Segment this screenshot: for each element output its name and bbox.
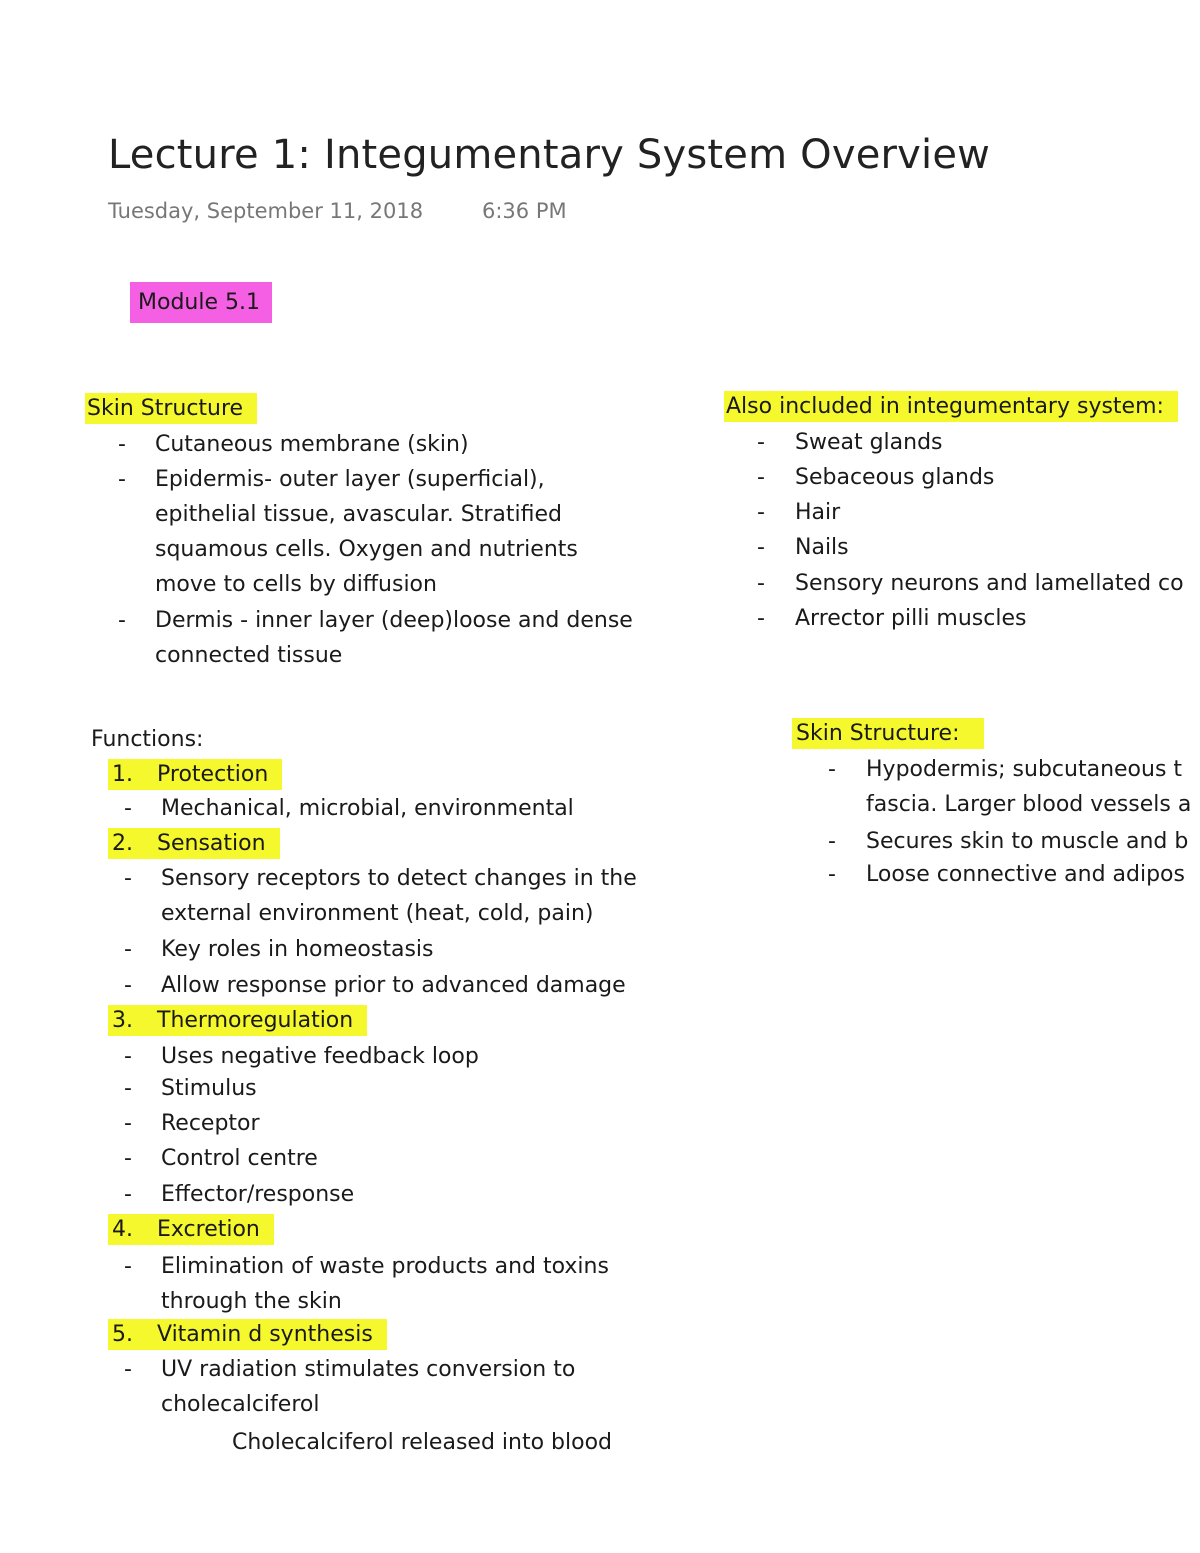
list-item: Cutaneous membrane (skin) bbox=[155, 432, 469, 457]
list-item-continuation: cholecalciferol bbox=[161, 1392, 320, 1417]
function-2-heading: 2. Sensation bbox=[108, 829, 280, 859]
bullet-dash: - bbox=[124, 1076, 132, 1101]
bullet-dash: - bbox=[757, 606, 765, 631]
list-item: Secures skin to muscle and b bbox=[866, 829, 1189, 854]
module-tag bbox=[130, 288, 272, 318]
function-5-heading: 5. Vitamin d synthesis bbox=[108, 1320, 387, 1350]
list-item-continuation: squamous cells. Oxygen and nutrients bbox=[155, 537, 578, 562]
function-1-heading: 1. Protection bbox=[108, 760, 282, 790]
list-item: Key roles in homeostasis bbox=[161, 937, 434, 962]
list-item: Sebaceous glands bbox=[795, 465, 995, 490]
bullet-dash: - bbox=[757, 465, 765, 490]
bullet-dash: - bbox=[124, 973, 132, 998]
bullet-dash: - bbox=[118, 467, 126, 492]
list-item: Sensory receptors to detect changes in the bbox=[161, 866, 637, 891]
list-item: Control centre bbox=[161, 1146, 318, 1171]
page-title: Lecture 1: Integumentary System Overview bbox=[108, 132, 991, 178]
list-item: Elimination of waste products and toxins bbox=[161, 1254, 609, 1279]
bullet-dash: - bbox=[757, 430, 765, 455]
list-item: Effector/response bbox=[161, 1182, 355, 1207]
bullet-dash: - bbox=[124, 1146, 132, 1171]
list-item: UV radiation stimulates conversion to bbox=[161, 1357, 576, 1382]
list-item: Receptor bbox=[161, 1111, 260, 1136]
bullet-dash: - bbox=[124, 866, 132, 891]
note-date: Tuesday, September 11, 2018 bbox=[108, 199, 424, 223]
bullet-dash: - bbox=[118, 432, 126, 457]
list-item-continuation: fascia. Larger blood vessels a bbox=[866, 792, 1192, 817]
list-item: Mechanical, microbial, environmental bbox=[161, 796, 574, 821]
module-tag-label: Module 5.1 bbox=[130, 282, 272, 323]
list-item: Stimulus bbox=[161, 1076, 257, 1101]
list-item: Uses negative feedback loop bbox=[161, 1044, 479, 1069]
list-item: Loose connective and adipos bbox=[866, 862, 1185, 887]
list-item: Dermis - inner layer (deep)loose and dense bbox=[155, 608, 633, 633]
bullet-dash: - bbox=[124, 937, 132, 962]
list-item: Epidermis- outer layer (superficial), bbox=[155, 467, 545, 492]
list-item-continuation: connected tissue bbox=[155, 643, 343, 668]
bullet-dash: - bbox=[757, 500, 765, 525]
bullet-dash: - bbox=[757, 535, 765, 560]
bullet-dash: - bbox=[828, 829, 836, 854]
list-item: Arrector pilli muscles bbox=[795, 606, 1027, 631]
function-3-heading: 3. Thermoregulation bbox=[108, 1006, 367, 1036]
bullet-dash: - bbox=[757, 571, 765, 596]
bullet-dash: - bbox=[828, 757, 836, 782]
list-item-continuation: external environment (heat, cold, pain) bbox=[161, 901, 594, 926]
also-included-heading: Also included in integumentary system: bbox=[724, 392, 1178, 422]
functions-heading: Functions: bbox=[91, 727, 204, 752]
note-time: 6:36 PM bbox=[482, 199, 567, 223]
bullet-dash: - bbox=[124, 1254, 132, 1279]
bullet-dash: - bbox=[124, 1182, 132, 1207]
bullet-dash: - bbox=[124, 1111, 132, 1136]
cut-off-text: Cholecalciferol released into blood bbox=[232, 1430, 612, 1455]
skin-structure-2-heading: Skin Structure: bbox=[792, 719, 984, 749]
skin-structure-heading: Skin Structure bbox=[85, 394, 257, 424]
function-4-heading: 4. Excretion bbox=[108, 1215, 274, 1245]
list-item: Hypodermis; subcutaneous t bbox=[866, 757, 1183, 782]
bullet-dash: - bbox=[124, 1357, 132, 1382]
list-item: Sweat glands bbox=[795, 430, 943, 455]
bullet-dash: - bbox=[124, 1044, 132, 1069]
list-item-continuation: epithelial tissue, avascular. Stratified bbox=[155, 502, 562, 527]
list-item-continuation: through the skin bbox=[161, 1289, 342, 1314]
bullet-dash: - bbox=[118, 608, 126, 633]
list-item: Allow response prior to advanced damage bbox=[161, 973, 626, 998]
list-item: Sensory neurons and lamellated co bbox=[795, 571, 1184, 596]
bullet-dash: - bbox=[124, 796, 132, 821]
list-item-continuation: move to cells by diffusion bbox=[155, 572, 437, 597]
list-item: Nails bbox=[795, 535, 849, 560]
bullet-dash: - bbox=[828, 862, 836, 887]
list-item: Hair bbox=[795, 500, 841, 525]
